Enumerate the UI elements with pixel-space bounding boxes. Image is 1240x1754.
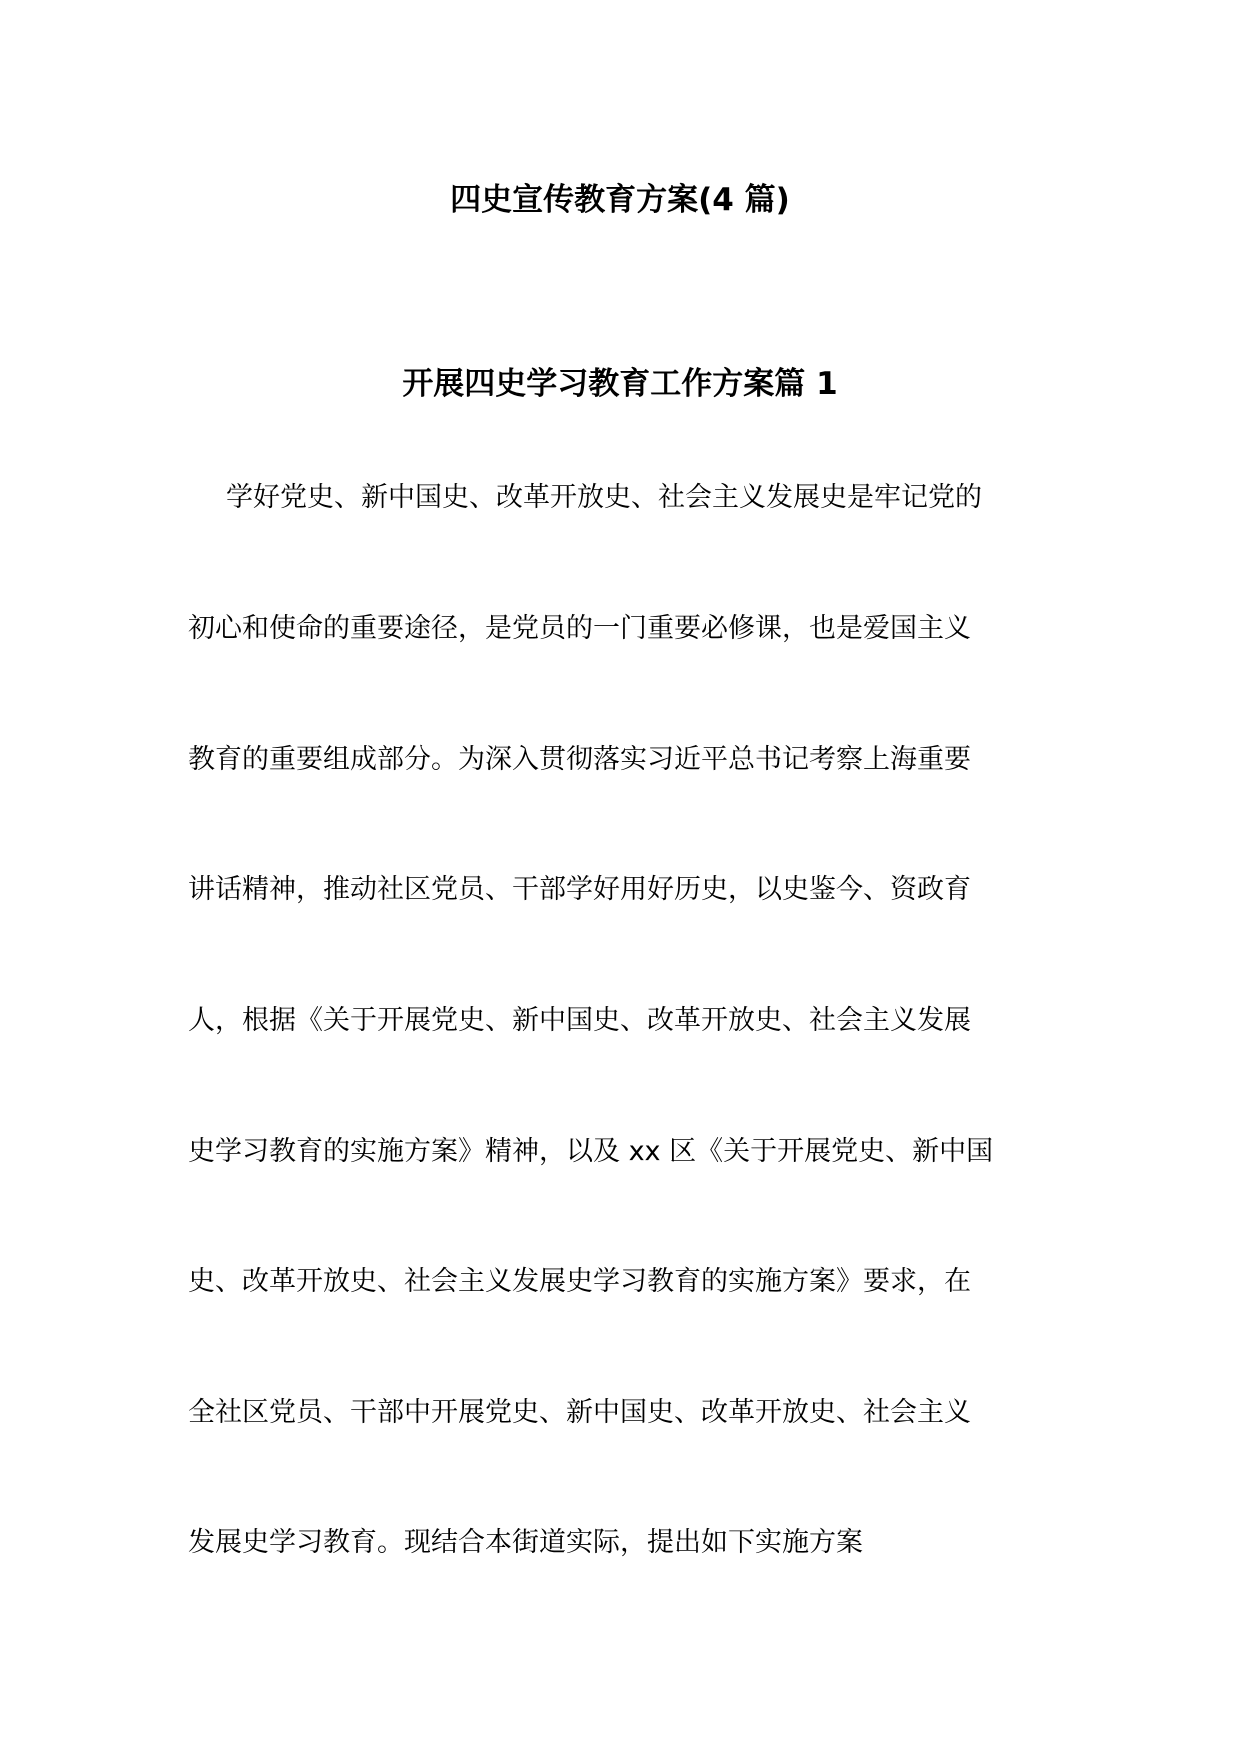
paragraph-line: 教育的重要组成部分。为深入贯彻落实习近平总书记考察上海重要 (188, 744, 971, 775)
document-title: 四史宣传教育方案(4 篇) (450, 182, 790, 218)
paragraph-line: 史学习教育的实施方案》精神，以及 xx 区《关于开展党史、新中国 (188, 1136, 994, 1167)
paragraph-line: 初心和使命的重要途径，是党员的一门重要必修课，也是爱国主义 (188, 613, 971, 644)
paragraph-line: 史、改革开放史、社会主义发展史学习教育的实施方案》要求，在 (188, 1266, 971, 1297)
paragraph-line: 发展史学习教育。现结合本街道实际，提出如下实施方案 (188, 1527, 863, 1558)
paragraph-line: 全社区党员、干部中开展党史、新中国史、改革开放史、社会主义 (188, 1397, 971, 1428)
paragraph-line: 人，根据《关于开展党史、新中国史、改革开放史、社会主义发展 (188, 1005, 971, 1036)
section-title: 开展四史学习教育工作方案篇 1 (402, 366, 838, 402)
paragraph-line: 讲话精神，推动社区党员、干部学好用好历史，以史鉴今、资政育 (188, 874, 971, 905)
paragraph-line: 学好党史、新中国史、改革开放史、社会主义发展史是牢记党的 (226, 482, 982, 513)
